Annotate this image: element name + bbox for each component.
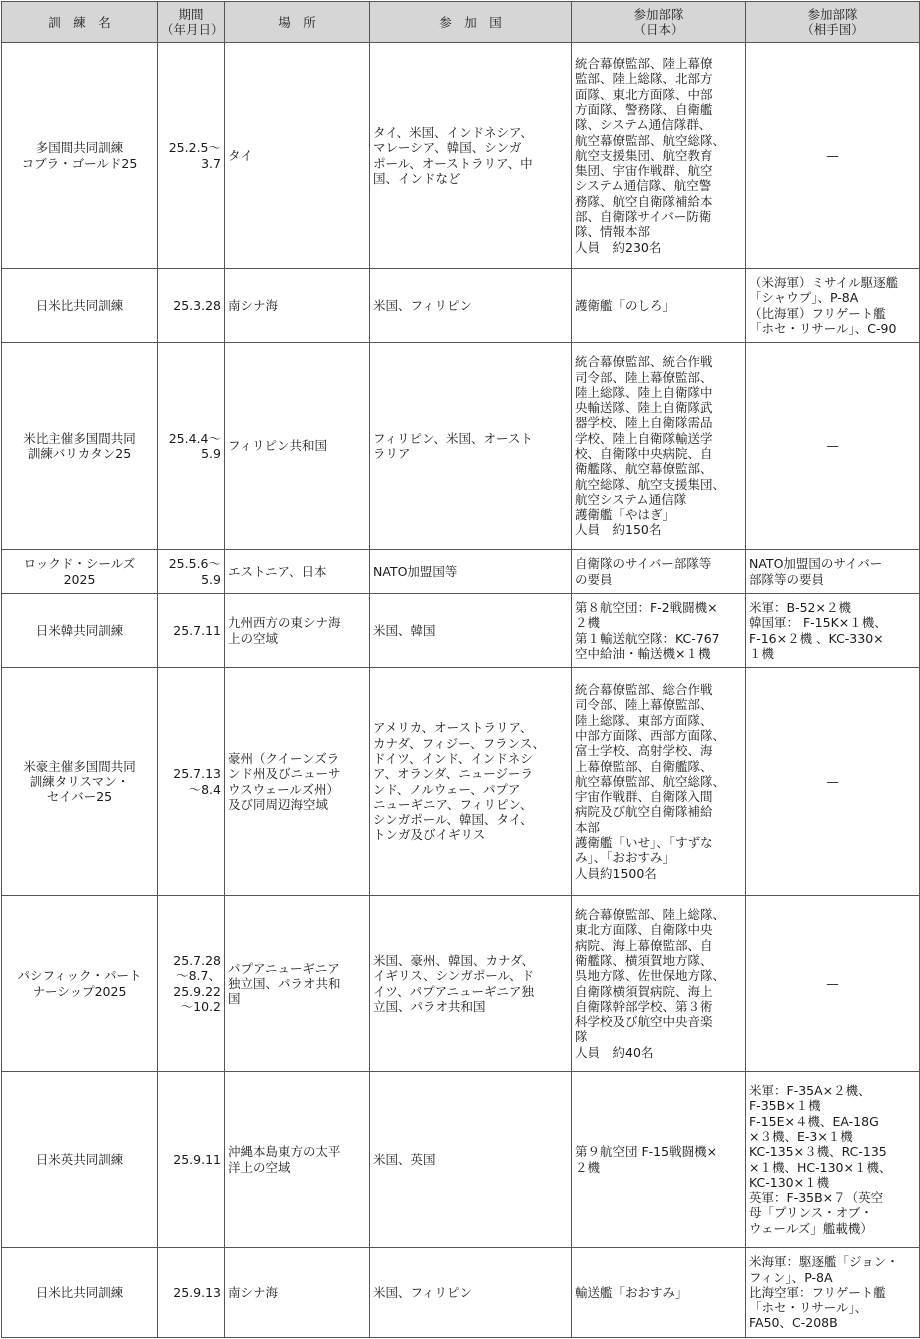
cell-line: イギリス、シンガポール、ド	[373, 968, 535, 984]
table-row	[2, 343, 920, 550]
cell-line: アメリカ、オーストラリア、	[373, 720, 533, 736]
exercise-name-cell	[2, 1072, 158, 1248]
period-cell	[158, 1072, 225, 1248]
location-cell	[225, 269, 370, 343]
cell-line: 韓国軍： F-15K×１機、	[749, 615, 887, 631]
cell-line: —	[826, 773, 839, 789]
countries-cell	[370, 1072, 572, 1248]
cell-line: 5.9	[201, 571, 221, 587]
cell-line: 3.7	[201, 155, 221, 171]
units-japan-cell	[572, 550, 746, 594]
cell-line: ンド、ノルウェー、パプア	[373, 781, 521, 797]
cell-line: ナーシップ2025	[32, 983, 127, 999]
countries-cell	[370, 896, 572, 1072]
cell-line: 陸上総隊、陸上自衛隊中	[575, 384, 713, 400]
exercise-name-cell	[2, 594, 158, 668]
cell-line: 日米英共同訓練	[35, 1151, 124, 1167]
countries-cell	[370, 668, 572, 896]
exercise-name-cell	[2, 1248, 158, 1338]
cell-line: 25.9.11	[173, 1151, 221, 1167]
cell-line: 5.9	[201, 446, 221, 461]
cell-line: み」、「おおすみ」	[575, 850, 676, 866]
header-line: （相手国）	[801, 22, 864, 37]
cell-line: 学校、陸上自衛隊輸送学	[575, 430, 713, 446]
exercise-name-cell	[2, 668, 158, 896]
cell-line: 人員 約230名	[575, 239, 662, 255]
header-line: （年月日）	[161, 22, 224, 37]
cell-line: 米国、フィリピン	[373, 1284, 473, 1300]
cell-line: パプアニューギニア	[228, 960, 340, 976]
units-partner-cell	[746, 1072, 920, 1248]
cell-line: 集団、宇宙作戦群、航空	[575, 163, 713, 179]
exercise-name-cell	[2, 43, 158, 269]
countries-cell	[370, 269, 572, 343]
cell-line: 比海空軍：フリゲート艦	[749, 1284, 886, 1300]
cell-line: 護衛艦「いせ」、「すずな	[575, 835, 713, 851]
cell-line: 器学校、陸上自衛隊需品	[575, 415, 713, 431]
header-participating-countries	[370, 2, 572, 43]
cell-line: 米比主催多国間共同	[23, 430, 136, 446]
cell-line: 〜8.4	[188, 781, 221, 797]
cell-line: （米海軍）ミサイル駆逐艦	[749, 274, 899, 290]
cell-line: 「ホセ・リサール」、	[749, 1300, 868, 1316]
cell-line: ×３機、E-3×１機	[749, 1128, 853, 1144]
cell-line: ンド州及びニューサ	[228, 766, 341, 782]
period-cell	[158, 1248, 225, 1338]
cell-line: 人員約1500名	[575, 865, 657, 881]
header-line: （日本）	[633, 22, 684, 37]
cell-line: 米豪主催多国間共同	[23, 758, 136, 774]
exercise-name-cell	[2, 343, 158, 550]
cell-line: 洋上の空域	[228, 1159, 291, 1175]
cell-line: トンガ及びイギリス	[373, 827, 486, 843]
units-partner-cell	[746, 43, 920, 269]
header-line: 参加部隊	[633, 7, 684, 22]
cell-line: ア、オランダ、ニュージーラ	[373, 766, 534, 782]
cell-line: 航空幕僚監部、航空総隊、	[575, 773, 726, 789]
cell-line: 統合幕僚監部、統合作戦	[575, 354, 713, 370]
cell-line: 呉地方隊、佐世保地方隊、	[575, 968, 726, 984]
period-cell	[158, 550, 225, 594]
cell-line: 統合幕僚監部、陸上幕僚	[575, 56, 713, 72]
table-row	[2, 896, 920, 1072]
exercise-name-cell	[2, 896, 158, 1072]
cell-line: 病院、海上幕僚監部、自	[575, 937, 713, 953]
cell-line: 宇宙作戦群、自衛隊入間	[575, 789, 713, 805]
cell-line: 南シナ海	[228, 1284, 279, 1300]
cell-line: NATO加盟国等	[373, 563, 458, 579]
cell-line: 司令部、陸上幕僚監部、	[575, 697, 713, 713]
period-cell	[158, 896, 225, 1072]
location-cell	[225, 594, 370, 668]
table-body	[2, 43, 920, 1338]
period-cell	[158, 594, 225, 668]
header-units-japan	[572, 2, 746, 43]
cell-line: タイ、米国、インドネシア、	[373, 124, 534, 140]
countries-cell	[370, 594, 572, 668]
cell-line: 25.7.11	[173, 622, 221, 638]
cell-line: ドイツ、インド、インドネシ	[373, 750, 533, 766]
cell-line: 「シャウプ」、P-8A	[749, 290, 859, 306]
cell-line: イツ、パプアニューギニア独	[373, 983, 535, 999]
location-cell	[225, 550, 370, 594]
units-partner-cell	[746, 594, 920, 668]
location-cell	[225, 896, 370, 1072]
cell-line: 司令部、陸上幕僚監部、	[575, 369, 713, 385]
cell-line: パシフィック・パート	[17, 968, 142, 984]
cell-line: 校、自衛隊中央病院、自	[575, 446, 713, 461]
header-line: 訓 練 名	[48, 14, 111, 30]
cell-line: 日米比共同訓練	[35, 1284, 124, 1300]
cell-line: 独立国、パラオ共和	[228, 975, 341, 991]
cell-line: 面隊、東北方面隊、中部	[575, 86, 713, 102]
cell-line: 輸送艦「おおすみ」	[575, 1284, 688, 1300]
header-units-partner	[746, 2, 920, 43]
units-japan-cell	[572, 668, 746, 896]
header-line: 場 所	[278, 14, 316, 30]
cell-line: 上の空域	[228, 630, 279, 646]
units-partner-cell	[746, 343, 920, 550]
cell-line: 人員 約40名	[575, 1044, 654, 1060]
cell-line: 米海軍：駆逐艦「ジョン・	[749, 1254, 899, 1270]
cell-line: 米国、英国	[373, 1151, 436, 1167]
cell-line: 務隊、航空自衛隊補給本	[575, 193, 713, 209]
location-cell	[225, 43, 370, 269]
location-cell	[225, 343, 370, 550]
cell-line: 豪州（クイーンズラ	[228, 750, 340, 766]
cell-line: 米国、韓国	[373, 622, 436, 638]
cell-line: 航空システム通信隊	[575, 491, 687, 507]
cell-line: 2025	[63, 571, 96, 587]
cell-line: 25.5.6〜	[168, 556, 221, 572]
exercise-name-cell	[2, 550, 158, 594]
cell-line: の要員	[575, 571, 613, 587]
cell-line: 九州西方の東シナ海	[228, 615, 341, 631]
cell-line: 訓練タリスマン・	[29, 773, 130, 789]
cell-line: FA50、C-208B	[749, 1315, 838, 1331]
cell-line: 25.4.4〜	[168, 430, 221, 446]
cell-line: 25.9.13	[173, 1284, 221, 1300]
cell-line: 国、インドなど	[373, 170, 461, 186]
cell-line: 米軍：F-35A×２機、	[749, 1083, 871, 1099]
cell-line: 日米比共同訓練	[35, 297, 124, 313]
cell-line: エストニア、日本	[228, 563, 327, 579]
exercise-table	[1, 1, 920, 1338]
cell-line: フィリピン共和国	[228, 438, 328, 454]
cell-line: 国	[228, 991, 241, 1007]
cell-line: マレーシア、韓国、シンガ	[373, 140, 522, 156]
cell-line: 米国、豪州、韓国、カナダ、	[373, 952, 535, 968]
cell-line: NATO加盟国のサイバー	[749, 556, 883, 572]
cell-line: 人員 約150名	[575, 522, 662, 538]
cell-line: 25.7.13	[173, 766, 221, 782]
countries-cell	[370, 343, 572, 550]
cell-line: F-16×２機 、KC-330×	[749, 630, 884, 646]
cell-line: 上幕僚監部、自衛艦隊、	[575, 758, 713, 774]
table-row	[2, 1072, 920, 1248]
cell-line: 部隊等の要員	[749, 571, 825, 587]
cell-line: 隊	[575, 1029, 588, 1045]
table-row	[2, 269, 920, 343]
cell-line: 方面隊、警務隊、自衛艦	[575, 101, 713, 117]
cell-line: 自衛隊幹部学校、第３術	[575, 998, 713, 1014]
cell-line: ２機	[575, 1159, 601, 1175]
period-cell	[158, 269, 225, 343]
cell-line: ラリア	[373, 446, 411, 461]
cell-line: 25.7.28	[173, 952, 221, 968]
units-partner-cell	[746, 896, 920, 1072]
cell-line: 本部	[575, 819, 601, 835]
cell-line: 訓練バリカタン25	[27, 446, 132, 461]
units-japan-cell	[572, 896, 746, 1072]
cell-line: 陸上総隊、東部方面隊、	[575, 712, 713, 728]
cell-line: —	[826, 438, 839, 454]
cell-line: 25.3.28	[173, 297, 221, 313]
cell-line: 第９航空団 F-15戦闘機×	[575, 1144, 718, 1160]
cell-line: 隊、情報本部	[575, 224, 651, 240]
cell-line: 第８航空団：F-2戦闘機×	[575, 599, 718, 615]
cell-line: 米軍：B-52×２機	[749, 599, 851, 615]
units-partner-cell	[746, 550, 920, 594]
table-row	[2, 1248, 920, 1338]
cell-line: 中部方面隊、西部方面隊、	[575, 727, 726, 743]
period-cell	[158, 668, 225, 896]
location-cell	[225, 668, 370, 896]
cell-line: ウェールズ」艦載機）	[749, 1220, 873, 1236]
table-row	[2, 668, 920, 896]
cell-line: KC-130×１機	[749, 1174, 830, 1190]
header-line: 期間	[178, 7, 204, 22]
cell-line: KC-135×３機、RC-135	[749, 1144, 887, 1160]
countries-cell	[370, 43, 572, 269]
cell-line: —	[826, 975, 839, 991]
header-row	[2, 2, 920, 43]
units-japan-cell	[572, 1072, 746, 1248]
countries-cell	[370, 1248, 572, 1338]
period-cell	[158, 343, 225, 550]
cell-line: 25.9.22	[173, 983, 221, 999]
cell-line: 立国、パラオ共和国	[373, 998, 486, 1014]
cell-line: （比海軍）フリゲート艦	[749, 305, 886, 321]
cell-line: 隊、システム通信隊群、	[575, 117, 712, 133]
units-japan-cell	[572, 1248, 746, 1338]
cell-line: シンガポール、韓国、タイ、	[373, 812, 533, 828]
cell-line: 〜10.2	[180, 998, 221, 1014]
cell-line: 監部、陸上総隊、北部方	[575, 71, 713, 87]
units-japan-cell	[572, 43, 746, 269]
cell-line: F-35B×１機	[749, 1098, 821, 1114]
cell-line: ニューギニア、フィリピン、	[373, 796, 533, 812]
cell-line: 母「プリンス・オブ・	[749, 1205, 873, 1221]
cell-line: １機	[749, 645, 775, 661]
header-location	[225, 2, 370, 43]
period-cell	[158, 43, 225, 269]
cell-line: ２機	[575, 615, 601, 631]
cell-line: 航空総隊、航空支援集団、	[575, 476, 726, 492]
header-exercise-name	[2, 2, 158, 43]
header-period	[158, 2, 225, 43]
cell-line: 衛艦隊、航空幕僚監部、	[575, 461, 713, 477]
units-partner-cell	[746, 269, 920, 343]
cell-line: 央輸送隊、陸上自衛隊武	[575, 400, 713, 416]
cell-line: F-15E×４機、EA-18G	[749, 1113, 879, 1129]
cell-line: カナダ、フィジー、フランス、	[373, 735, 546, 751]
cell-line: ロックド・シールズ	[23, 556, 136, 572]
cell-line: 統合幕僚監部、総合作戦	[575, 682, 713, 698]
cell-line: 護衛艦「のしろ」	[575, 297, 676, 313]
header-line: 参加部隊	[807, 7, 858, 22]
cell-line: 航空支援集団、航空教育	[575, 147, 713, 163]
cell-line: —	[826, 147, 839, 163]
cell-line: フィリピン、米国、オースト	[373, 430, 533, 446]
cell-line: 南シナ海	[228, 297, 279, 313]
cell-line: 自衛隊横須賀病院、海上	[575, 983, 713, 999]
cell-line: 多国間共同訓練	[35, 140, 124, 156]
cell-line: 空中給油・輸送機×１機	[575, 645, 711, 661]
cell-line: 航空幕僚監部、航空総隊、	[575, 132, 726, 148]
cell-line: 日米韓共同訓練	[35, 622, 124, 638]
cell-line: 統合幕僚監部、陸上総隊、	[575, 907, 726, 923]
location-cell	[225, 1248, 370, 1338]
cell-line: 自衛隊のサイバー部隊等	[575, 556, 712, 572]
cell-line: コブラ・ゴールド25	[21, 155, 138, 171]
location-cell	[225, 1072, 370, 1248]
exercise-name-cell	[2, 269, 158, 343]
cell-line: セイバー25	[46, 789, 113, 805]
cell-line: 科学校及び航空中央音楽	[575, 1014, 713, 1030]
table-row	[2, 43, 920, 269]
cell-line: 25.2.5〜	[168, 140, 221, 156]
table-row	[2, 594, 920, 668]
cell-line: ポール、オーストラリア、中	[373, 155, 533, 171]
countries-cell	[370, 550, 572, 594]
cell-line: 〜8.7、	[176, 968, 221, 984]
cell-line: 護衛艦「やはぎ」	[575, 507, 676, 523]
units-japan-cell	[572, 269, 746, 343]
cell-line: 及び同周辺海空域	[228, 796, 329, 812]
table-row	[2, 550, 920, 594]
cell-line: 衛艦隊、横須賀地方隊、	[575, 952, 713, 968]
cell-line: システム通信隊、航空警	[575, 178, 712, 194]
cell-line: ×１機、HC-130×１機、	[749, 1159, 892, 1175]
cell-line: タイ	[228, 147, 253, 163]
cell-line: 沖縄本島東方の太平	[228, 1144, 341, 1160]
cell-line: 「ホセ・リサール」、C-90	[749, 320, 897, 336]
cell-line: 富士学校、高射学校、海	[575, 743, 713, 759]
units-japan-cell	[572, 343, 746, 550]
cell-line: 第１輸送航空隊：KC-767	[575, 630, 720, 646]
units-japan-cell	[572, 594, 746, 668]
cell-line: 病院及び航空自衛隊補給	[575, 804, 713, 820]
units-partner-cell	[746, 668, 920, 896]
cell-line: 英軍：F-35B×７（英空	[749, 1190, 884, 1206]
header-line: 参 加 国	[439, 14, 502, 30]
cell-line: 米国、フィリピン	[373, 297, 473, 313]
cell-line: 部、自衛隊サイバー防衛	[575, 209, 712, 225]
units-partner-cell	[746, 1248, 920, 1338]
cell-line: フィン」、P-8A	[749, 1269, 833, 1285]
cell-line: 東北方面隊、自衛隊中央	[575, 922, 713, 938]
cell-line: ウスウェールズ州）	[228, 781, 340, 797]
